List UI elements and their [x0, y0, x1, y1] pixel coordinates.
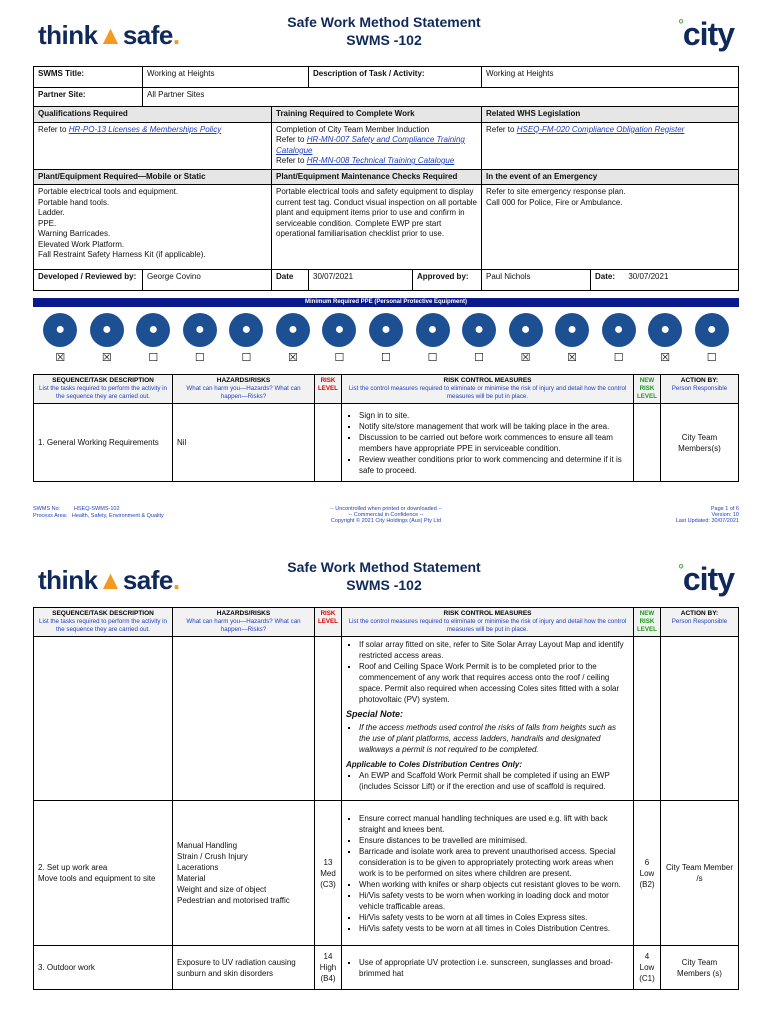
- action-1: City Team Members(s): [661, 404, 739, 482]
- hearing-icon: ●: [695, 313, 729, 347]
- new-risk-cont: [634, 637, 661, 801]
- date-value: 30/07/2021: [309, 270, 413, 291]
- risk-head: RISK LEVEL: [315, 608, 342, 637]
- controls-1: ▪ Sign in to site. ▪ Notify site/store management that work will be taking place in the area. ▪ Discussion to be carried out before work commences to ensure all team members have appropriate PPE in serviceable condition. ▪ Review weather conditions prior to work commencing and determine if it is safe to proceed.: [342, 404, 634, 482]
- controls-cont: ▪ If solar array fitted on site, refer to Site Solar Array Layout Map and identify restricted access areas. ▪ Roof and Ceiling Space Work Permit is to be completed prior to the commencement of any work that requires access onto the roof / ceiling space. Permit also required when accessing Coles sites fitted with a solar photovoltaic (PV) system. Special Note: ▪ If the access methods used control the risks of falls from heights such as the use of plant platforms, access ladders, handrails and designated walkways a permit is not required to be completed. Applicable to Coles Distribution Centres Only: ▪ An EWP and Scaffold Work Permit shall be completed if using an EWP (includes Scissor Lift) or if the erection and use of scaffold is required.: [342, 637, 634, 801]
- ppe-checkbox[interactable]: ☐: [194, 352, 205, 364]
- ppe-checkbox[interactable]: ☒: [660, 352, 671, 364]
- safety-boots-icon: ●: [90, 313, 124, 347]
- special-note-head: Special Note:: [346, 709, 404, 719]
- ppe-checkbox[interactable]: ☐: [474, 352, 484, 364]
- harness-icon: ●: [648, 313, 682, 347]
- haz-head: HAZARDS/RISKS What can harm you—Hazards? What can happen—Risks?: [173, 375, 315, 404]
- action-cont: [661, 637, 739, 801]
- ppe-checkboxes: [33, 349, 739, 366]
- helmet-icon: ●: [509, 313, 543, 347]
- ppe-checkbox[interactable]: ☐: [334, 352, 345, 364]
- developed-label: Developed / Reviewed by:: [34, 270, 143, 291]
- date-label: Date: [272, 270, 309, 291]
- qual-head: Qualifications Required: [34, 107, 272, 123]
- goggles-icon: ●: [229, 313, 263, 347]
- developed-value: George Covino: [143, 270, 272, 291]
- partner-value: All Partner Sites: [143, 88, 739, 107]
- thinksafe-logo: think▲safe.: [38, 565, 180, 595]
- hazard-cont: [173, 637, 315, 801]
- approved-label: Approved by:: [413, 270, 482, 291]
- respirator-icon: ●: [369, 313, 403, 347]
- plant-head: Plant/Equipment Required—Mobile or Static: [34, 169, 272, 185]
- controls-3: ▪ Use of appropriate UV protection i.e. sunscreen, sunglasses and broad-brimmed hat: [342, 946, 634, 990]
- training-head: Training Required to Complete Work: [272, 107, 482, 123]
- new-risk-head: NEW RISK LEVEL: [634, 608, 661, 637]
- doc-title-2: Safe Work Method Statement SWMS -102: [287, 559, 481, 593]
- city-logo: °city: [678, 16, 734, 52]
- date2-cell: Date: 30/07/2021: [591, 270, 739, 291]
- maint-text: Portable electrical tools and safety equipment to display current test tag. Conduct visual inspection on all portable plant and equipment items prior to use and confirm in serviceable condition. Complete EWP pre start operational familiarisation checklist prior to use.: [272, 185, 482, 270]
- emerg-cell: Refer to site emergency response plan. Call 000 for Police, Fire or Ambulance.: [482, 185, 739, 270]
- swms-info-table: [33, 66, 739, 291]
- action-2: City Team Member /s: [661, 801, 739, 946]
- emerg-head: In the event of an Emergency: [482, 169, 739, 185]
- ppe-panel: [33, 298, 739, 366]
- ppe-checkbox[interactable]: ☐: [241, 352, 252, 364]
- action-head: ACTION BY: Person Responsible: [661, 608, 739, 637]
- city-logo: °city: [678, 561, 734, 597]
- ppe-checkbox[interactable]: ☐: [706, 352, 717, 364]
- plant-list: Portable electrical tools and equipment. Portable hand tools. Ladder. PPE. Warning Barricades. Elevated Work Platform. Fall Restraint Safety Harness Kit (if applicable).: [34, 185, 272, 270]
- swms-title-value: Working at Heights: [143, 67, 309, 88]
- page-header: [0, 0, 768, 60]
- risk-1: [315, 404, 342, 482]
- ppe-checkbox[interactable]: ☐: [427, 352, 438, 364]
- task-cont: [34, 637, 173, 801]
- coles-head: Applicable to Coles Distribution Centres Only:: [346, 760, 523, 769]
- ctrl-head: RISK CONTROL MEASURES List the control measures required to eliminate or minimise the risk of injury and detail how the control measures will be put in place.: [342, 375, 634, 404]
- safety-glasses-icon: ●: [276, 313, 310, 347]
- hard-hat-icon: ●: [43, 313, 77, 347]
- qual-cell: Refer to HR-PO-13 Licenses & Memberships Policy: [34, 122, 272, 169]
- ctrl-head: RISK CONTROL MEASURES List the control measures required to eliminate or minimise the risk of injury and detail how the control measures will be put in place.: [342, 608, 634, 637]
- whs-head: Related WHS Legislation: [482, 107, 739, 123]
- qual-link[interactable]: HR-PO-13 Licenses & Memberships Policy: [68, 124, 222, 134]
- maint-head: Plant/Equipment Maintenance Checks Required: [272, 169, 482, 185]
- whs-cell: Refer to HSEQ-FM-020 Compliance Obligation Register: [482, 122, 739, 169]
- apron-icon: ●: [602, 313, 636, 347]
- ppe-checkbox[interactable]: ☐: [148, 352, 159, 364]
- training-link-2[interactable]: HR-MN-008 Technical Training Catalogue: [306, 156, 455, 165]
- risk-3: 14 High (B4): [315, 946, 342, 990]
- risk-2: 13 Med (C3): [315, 801, 342, 946]
- task-3: 3. Outdoor work: [34, 946, 173, 990]
- haz-head: HAZARDS/RISKS What can harm you—Hazards? What can happen—Risks?: [173, 608, 315, 637]
- hazard-3: Exposure to UV radiation causing sunburn and skin disorders: [173, 946, 315, 990]
- ppe-bar: Minimum Required PPE (Personal Protective Equipment): [33, 298, 739, 307]
- new-risk-2: 6 Low (B2): [634, 801, 661, 946]
- ppe-checkbox[interactable]: ☒: [101, 352, 112, 364]
- new-risk-3: 4 Low (C1): [634, 946, 661, 990]
- swms-title-label: SWMS Title:: [34, 67, 143, 88]
- training-cell: Completion of City Team Member Induction Refer to HR-MN-007 Safety and Compliance Training Catalogue Refer to HR-MN-008 Technical Training Catalogue: [272, 122, 482, 169]
- gloves-icon: ●: [183, 313, 217, 347]
- new-risk-1: [634, 404, 661, 482]
- seq-head: SEQUENCE/TASK DESCRIPTION List the tasks required to perform the activity in the sequence they are carried out.: [34, 375, 173, 404]
- controls-2: ▪ Ensure correct manual handling techniques are used e.g. lift with back straight and knees bent. ▪ Ensure distances to be travelled are minimised. ▪ Barricade and isolate work area to prevent unauthorised access. Special consideration is to be given to appropriately protecting work areas when work is to be performed on sites where children are present. ▪ When working with knifes or sharp objects cut resistant gloves to be worn. ▪ Hi/Vis safety vests to be worn when working in loading dock and motor vehicle trafficable areas. ▪ Hi/Vis safety vests to be worn at all times in Coles Express sites. ▪ Hi/Vis safety vests to be worn at all times in Coles Distribution Centres.: [342, 801, 634, 946]
- ppe-checkbox[interactable]: ☒: [55, 352, 66, 364]
- welding-mask-icon: ●: [462, 313, 496, 347]
- overalls-icon: ●: [555, 313, 589, 347]
- partner-label: Partner Site:: [34, 88, 143, 107]
- thinksafe-logo: think▲safe.: [38, 20, 180, 50]
- description-label: Description of Task / Activity:: [309, 67, 482, 88]
- action-head: ACTION BY: Person Responsible: [661, 375, 739, 404]
- hazard-1: Nil: [173, 404, 315, 482]
- page-1: think▲safe. Safe Work Method Statement SWMS -102 °city SWMS Title: Working at Heights Description of Task / Activity: Working at Heights Partner Site: All Partner Sites Qualifications Required Training Required to Complete Work Related WHS Legislation Refer to HR-PO-13 Licenses & Memberships Policy Completion of City Team Member Induction Refer to HR-MN-007 Safety and Compliance Training Catalogue Refer to HR-MN-008 Technical Training Catalogue Refer to HSEQ-FM-020 Compliance Obligation Register Plant/Equipment Required—Mobile or Static Plant/Equipment Maintenance Checks Required In the event of an Emergency Portable electrical tools and equipment. Portable hand tools. Ladder. PPE. Warning Barricades. Elevated Work Platform. Fall Restraint Safety Harness Kit (if applicable). Portable electrical tools and safety equipment to display current test tag. Conduct visual inspection on all portable plant and equipment items prior to use and confirm in serviceable condition. Complete EWP pre start operational familiarisation checklist prior to use. Refer to site emergency response plan. Call 000 for Police, Fire or Ambulance. Developed / Reviewed by: George Covino Date 30/07/2021 Approved by: Paul Nichols Date: 30/07/2021 Minimum Required PPE (Personal Protective Equipment) ● ● ● ● ● ● ● ● ● ● ● ● ● ● ● ☒ ☒ ☐ ☐ ☐ ☒ ☐ ☐ ☐ ☐ ☒ ☒ ☐ ☒ ☐ SEQUENCE/TASK DESCRIPTION List the tasks required to perform the activity in the sequence they are carried out. HAZARDS/RISKS What can harm you—Hazards? What can happen—Risks? RISK LEVEL RISK CONTROL MEASURES List the control measures required to eliminate or minimise the risk of injury and detail how the control measures will be put in place. NEW RISK LEVEL ACTION BY: Person Responsible 1. General Working Requirements Nil ▪ Sign in to site. ▪ Notify site/store management that work will be taking place in the area. ▪ Discussion to be carried out before work commences to ensure all team members have appropriate PPE in serviceable condition. ▪ Review weather conditions prior to work commencing and determine if it is safe to proceed. City Team Members(s) SWMS No: HSEQ-SWMS-102 Process Area: Health, Safety, Environment & Quality -- Uncontrolled when printed or downloaded -- -- Commercial in Confidence -- Copyright © 2021 City Holdings (Aus) Pty Ltd Page 1 of 6 Version: 10 Last Updated: 30/07/2021: [0, 0, 768, 540]
- whs-link[interactable]: HSEQ-FM-020 Compliance Obligation Register: [516, 124, 685, 134]
- task-1: 1. General Working Requirements: [34, 404, 173, 482]
- ppe-checkbox[interactable]: ☒: [287, 352, 298, 364]
- task-2: 2. Set up work area Move tools and equipment to site: [34, 801, 173, 946]
- task-table-page2: [33, 607, 739, 990]
- risk-cont: [315, 637, 342, 801]
- ppe-checkbox[interactable]: ☐: [381, 352, 391, 364]
- risk-head: RISK LEVEL: [315, 375, 342, 404]
- hazard-2: Manual Handling Strain / Crush Injury Lacerations Material Weight and size of object Pedestrian and motorised traffic: [173, 801, 315, 946]
- doc-title: Safe Work Method Statement SWMS -102: [287, 14, 481, 48]
- seq-head: SEQUENCE/TASK DESCRIPTION List the tasks required to perform the activity in the sequence they are carried out.: [34, 608, 173, 637]
- action-3: City Team Members (s): [661, 946, 739, 990]
- ppe-icons: [33, 307, 739, 349]
- approved-value: Paul Nichols: [482, 270, 591, 291]
- task-table-page1: [33, 374, 739, 482]
- face-shield-icon: ●: [322, 313, 356, 347]
- page-header-2: [0, 545, 768, 605]
- ppe-checkbox[interactable]: ☒: [520, 352, 531, 364]
- new-risk-head: NEW RISK LEVEL: [634, 375, 661, 404]
- ear-muffs-icon: ●: [136, 313, 170, 347]
- ppe-checkbox[interactable]: ☒: [567, 352, 578, 364]
- page-2: [0, 545, 768, 1024]
- dust-mask-icon: ●: [416, 313, 450, 347]
- ppe-checkbox[interactable]: ☐: [613, 352, 624, 364]
- training-link-1[interactable]: HR-MN-007 Safety and Compliance Training Catalogue: [276, 135, 465, 155]
- description-value: Working at Heights: [482, 67, 739, 88]
